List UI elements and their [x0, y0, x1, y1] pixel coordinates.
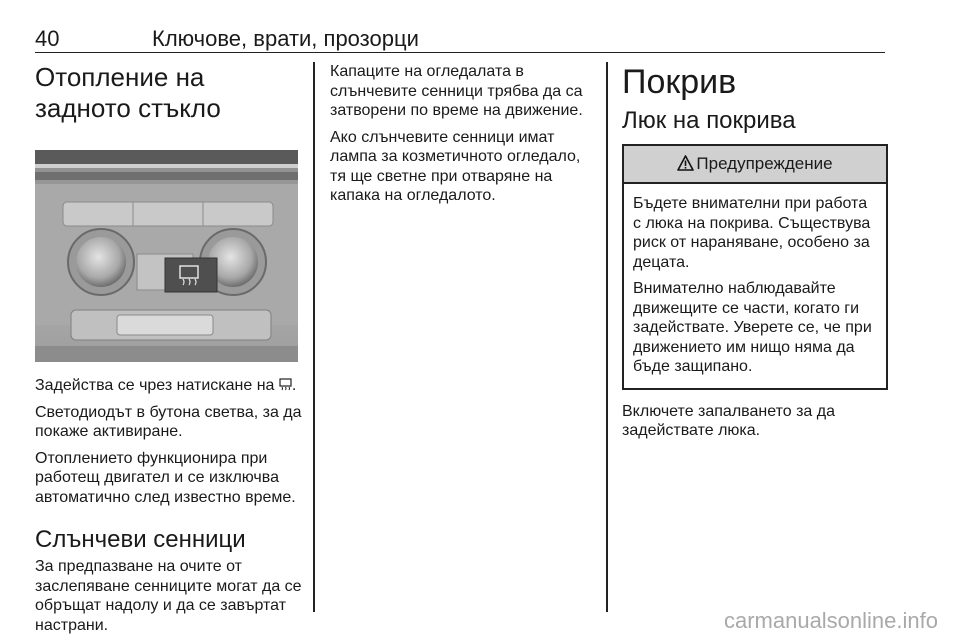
paragraph-heating-operation: Отоплението функционира при работещ двигател и се изключва автоматично след известно време.	[35, 449, 296, 506]
paragraph-sun-visors: За предпазване на очите от заслепяване сенниците могат да се обръщат надолу и да се завъртат настрани.	[35, 558, 302, 634]
instruction-text: Задейства се чрез натискане на	[35, 377, 275, 394]
column-divider-1	[313, 62, 315, 612]
column-1	[35, 62, 303, 642]
rear-defrost-icon	[279, 378, 292, 391]
column-divider-2	[606, 62, 608, 612]
page-number: 40	[35, 26, 60, 51]
paragraph-mirror-lamp: Ако слънчевите сенници имат лампа за козметичното огледало, тя ще светне при отваряне на капака на огледалото.	[330, 128, 581, 204]
warning-box	[622, 144, 888, 390]
warning-paragraph-2: Внимателно наблюдавайте движещите се части, когато ги задействате. Уверете се, че при движението им нищо няма да бъде защипано.	[633, 280, 872, 375]
section-title-roof: Покрив	[622, 63, 737, 101]
warning-header	[624, 146, 886, 184]
watermark: carmanualsonline.info	[723, 608, 938, 633]
section-title-sunroof: Люк на покрива	[622, 107, 796, 134]
page-header	[35, 26, 885, 53]
instruction-period: .	[291, 377, 297, 394]
paragraph-ignition: Включете запалването за да задействате люка.	[622, 402, 835, 439]
warning-paragraph-1: Бъдете внимателни при работа с люка на покрива. Съществува риск от нараняване, особено за децата.	[633, 195, 871, 271]
paragraph-led: Светодиодът в бутона светва, за да покаже активиране.	[35, 403, 302, 440]
column-2	[330, 62, 596, 213]
warning-title: Предупреждение	[696, 154, 833, 173]
column-3	[622, 62, 888, 448]
section-title-sun-visors: Слънчеви сенници	[35, 526, 246, 553]
warning-triangle-icon	[677, 155, 694, 171]
instruction-press-button	[35, 376, 303, 396]
chapter-title: Ключове, врати, прозорци	[152, 26, 419, 51]
paragraph-mirror-covers: Капаците на огледалата в слънчевите сенници трябва да са затворени по време на движение.	[330, 63, 583, 119]
rear-window-heating-control-photo	[35, 150, 298, 362]
warning-body	[624, 184, 886, 388]
section-title-rear-window-heating: Отопление на задното стъкло	[35, 62, 221, 123]
